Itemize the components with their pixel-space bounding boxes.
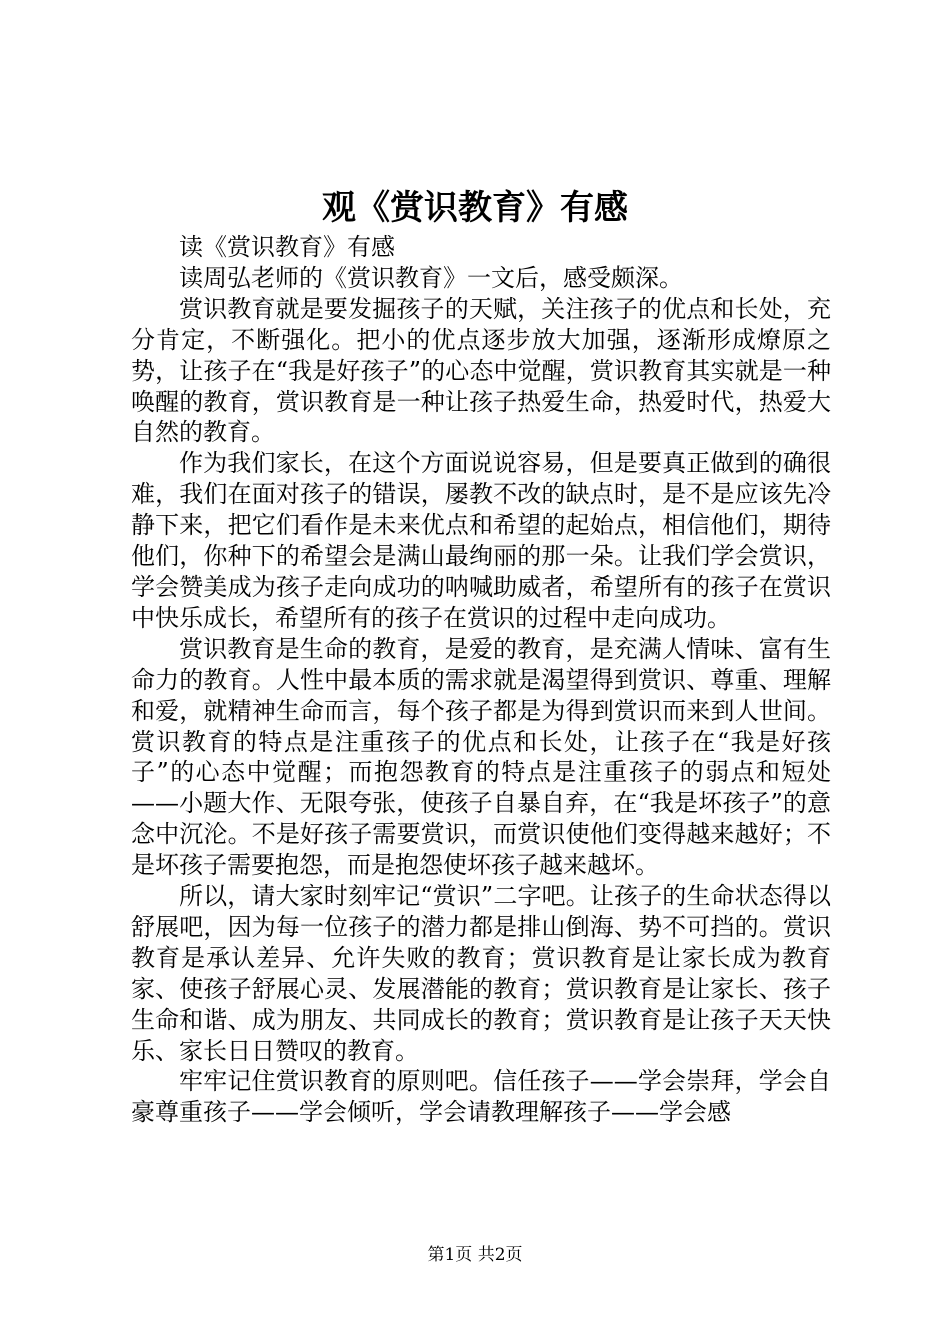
- paragraph-definition: 赏识教育就是要发掘孩子的天赋，关注孩子的优点和长处，充分肯定，不断强化。把小的优点逐步放大加强，逐渐形成燎原之势，让孩子在“我是好孩子”的心态中觉醒，赏识教育其实就是一种唤醒的教育，赏识教育是一种让孩子热爱生命，热爱时代，热爱大自然的教育。: [131, 294, 831, 447]
- paragraph-intro: 读周弘老师的《赏识教育》一文后，感受颇深。: [179, 263, 683, 292]
- page-footer: 第1页 共2页: [427, 1245, 523, 1265]
- document-body: [131, 232, 831, 1128]
- document-title: 观《赏识教育》有感: [322, 188, 628, 228]
- paragraph-principles: 牢牢记住赏识教育的原则吧。信任孩子——学会崇拜，学会自豪尊重孩子——学会倾听，学会请教理解孩子——学会感: [131, 1067, 831, 1127]
- paragraph-subtitle: 读《赏识教育》有感: [179, 233, 395, 261]
- paragraph-life-education: 赏识教育是生命的教育，是爱的教育，是充满人情味、富有生命力的教育。人性中最本质的需求就是渴望得到赏识、尊重、理解和爱，就精神生命而言，每个孩子都是为得到赏识而来到人世间。赏识教育的特点是注重孩子的优点和长处，让孩子在“我是好孩子”的心态中觉醒；而抱怨教育的特点是注重孩子的弱点和短处——小题大作、无限夸张，使孩子自暴自弃，在“我是坏孩子”的意念中沉沦。不是好孩子需要赏识，而赏识使他们变得越来越好；不是坏孩子需要抱怨，而是抱怨使坏孩子越来越坏。: [131, 634, 831, 880]
- paragraph-remember: 所以，请大家时刻牢记“赏识”二字吧。让孩子的生命状态得以舒展吧，因为每一位孩子的潜力都是排山倒海、势不可挡的。赏识教育是承认差异、允许失败的教育；赏识教育是让家长成为教育家、使孩子舒展心灵、发展潜能的教育；赏识教育是让家长、孩子生命和谐、成为朋友、共同成长的教育；赏识教育是让孩子天天快乐、家长日日赞叹的教育。: [131, 882, 831, 1065]
- paragraph-parents: 作为我们家长，在这个方面说说容易，但是要真正做到的确很难，我们在面对孩子的错误，屡教不改的缺点时，是不是应该先冷静下来，把它们看作是未来优点和希望的起始点，相信他们，期待他们，你种下的希望会是满山最绚丽的那一朵。让我们学会赏识，学会赞美成为孩子走向成功的呐喊助威者，希望所有的孩子在赏识中快乐成长，希望所有的孩子在赏识的过程中走向成功。: [131, 449, 831, 632]
